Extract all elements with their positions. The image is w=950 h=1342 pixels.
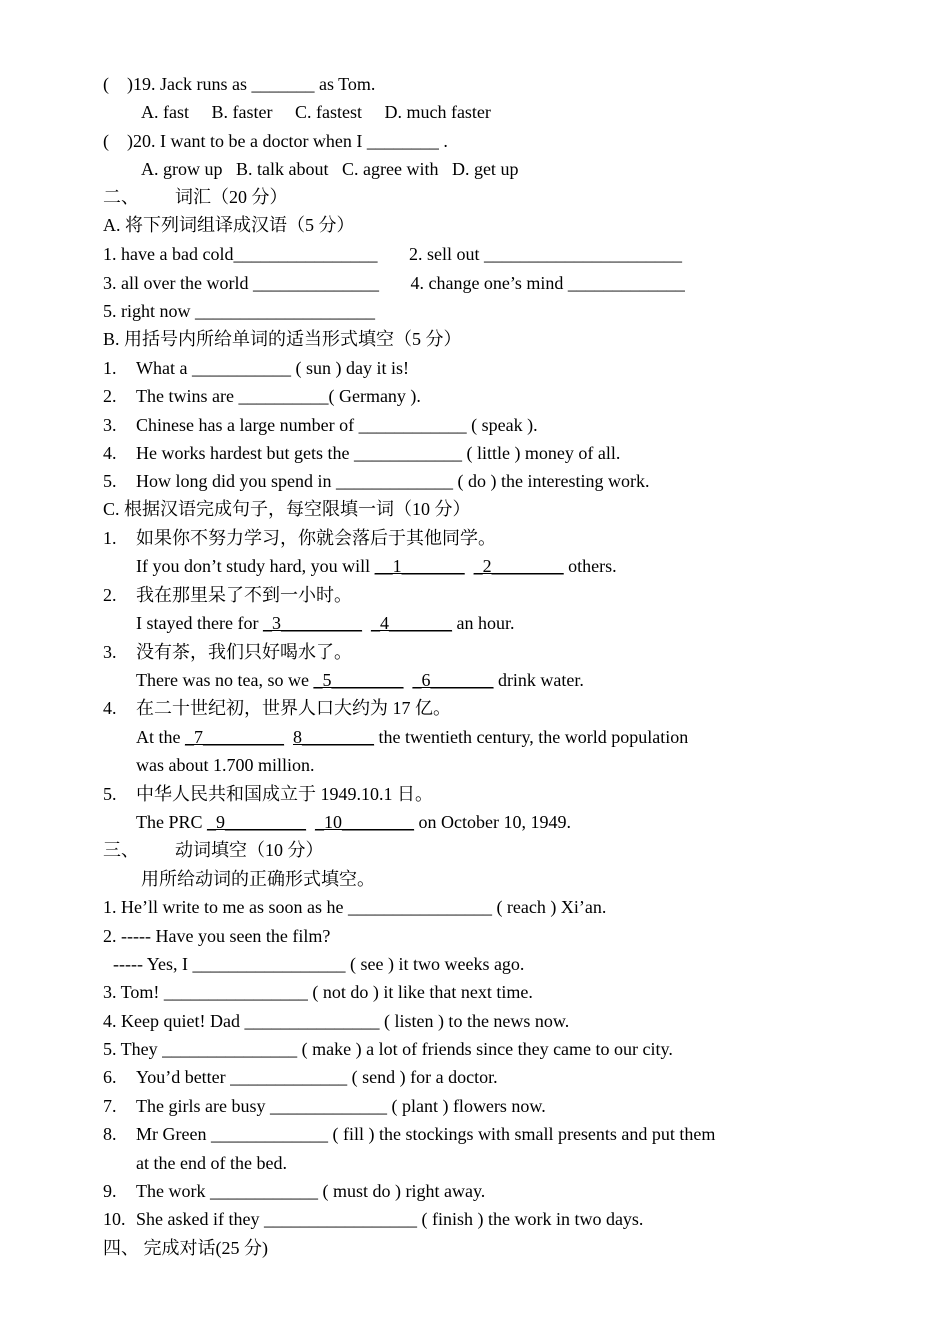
answer-blank[interactable]: _7_________	[185, 727, 284, 747]
part-c-english: There was no tea, so we _5________ _6_______ drink water.	[136, 670, 584, 690]
answer-blank[interactable]: _10________	[315, 812, 415, 832]
verb-item: 8. Mr Green _____________ ( fill ) the stockings with small presents and put them	[103, 1124, 716, 1144]
verb-item: ----- Yes, I _________________ ( see ) it two weeks ago.	[113, 954, 525, 974]
part-c-english-cont: was about 1.700 million.	[136, 755, 315, 775]
verb-item-cont: at the end of the bed.	[136, 1153, 287, 1173]
part-c-english: If you don’t study hard, you will __1_______ _2________ others.	[136, 556, 617, 576]
verb-item: 7. The girls are busy _____________ ( plant ) flowers now.	[103, 1096, 546, 1116]
part-a-row-2: 3. all over the world ______________ 4. change one’s mind _____________	[103, 273, 685, 293]
section-3-instruction: 用所给动词的正确形式填空。	[141, 869, 375, 889]
part-c-english: At the _7_________ 8________ the twentieth century, the world population	[136, 727, 689, 747]
question-20-options: A. grow up B. talk about C. agree with D. get up	[141, 159, 519, 179]
verb-item: 10. She asked if they _________________ ( finish ) the work in two days.	[103, 1209, 644, 1229]
section-3-heading: 三、 动词填空（10 分）	[103, 840, 324, 860]
part-c-chinese: 3. 没有茶，我们只好喝水了。	[103, 642, 352, 662]
answer-blank[interactable]: _5________	[313, 670, 404, 690]
part-b-item: 4. He works hardest but gets the ____________ ( little ) money of all.	[103, 443, 621, 463]
part-c-english: The PRC _9_________ _10________ on October 10, 1949.	[136, 812, 571, 832]
part-b-item: 1. What a ___________ ( sun ) day it is!	[103, 358, 409, 378]
question-19: ( )19. Jack runs as _______ as Tom.	[103, 74, 376, 94]
part-c-chinese: 1. 如果你不努力学习，你就会落后于其他同学。	[103, 528, 496, 548]
verb-item: 2. ----- Have you seen the film?	[103, 926, 331, 946]
part-b-heading: B. 用括号内所给单词的适当形式填空（5 分）	[103, 329, 462, 349]
question-19-options: A. fast B. faster C. fastest D. much faster	[141, 102, 491, 122]
answer-blank[interactable]: _4_______	[370, 613, 452, 633]
verb-item: 3. Tom! ________________ ( not do ) it like that next time.	[103, 982, 533, 1002]
part-b-item: 5. How long did you spend in _____________ ( do ) the interesting work.	[103, 471, 650, 491]
question-20: ( )20. I want to be a doctor when I ________ .	[103, 131, 448, 151]
part-c-chinese: 5. 中华人民共和国成立于 1949.10.1 日。	[103, 784, 433, 804]
answer-blank[interactable]: _2________	[473, 556, 564, 576]
part-c-chinese: 2. 我在那里呆了不到一小时。	[103, 585, 352, 605]
answer-blank[interactable]: _3_________	[262, 613, 362, 633]
verb-item: 9. The work ____________ ( must do ) right away.	[103, 1181, 486, 1201]
answer-blank[interactable]: 8________	[293, 727, 374, 747]
part-b-item: 2. The twins are __________( Germany ).	[103, 386, 421, 406]
verb-item: 1. He’ll write to me as soon as he ________________ ( reach ) Xi’an.	[103, 897, 607, 917]
part-a-row-1: 1. have a bad cold________________ 2. sell out ______________________	[103, 244, 682, 264]
verb-item: 5. They _______________ ( make ) a lot of friends since they came to our city.	[103, 1039, 673, 1059]
verb-item: 6. You’d better _____________ ( send ) for a doctor.	[103, 1067, 498, 1087]
answer-blank[interactable]: _6_______	[412, 670, 494, 690]
section-4-heading: 四、 完成对话(25 分)	[103, 1238, 268, 1258]
part-a-heading: A. 将下列词组译成汉语（5 分）	[103, 215, 355, 235]
part-c-heading: C. 根据汉语完成句子，每空限填一词（10 分）	[103, 499, 471, 519]
part-a-row-3: 5. right now ____________________	[103, 301, 375, 321]
section-2-heading: 二、 词汇（20 分）	[103, 187, 288, 207]
part-b-item: 3. Chinese has a large number of ____________ ( speak ).	[103, 415, 538, 435]
part-c-english: I stayed there for _3_________ _4_______ an hour.	[136, 613, 515, 633]
verb-item: 4. Keep quiet! Dad _______________ ( listen ) to the news now.	[103, 1011, 570, 1031]
answer-blank[interactable]: __1_______	[374, 556, 465, 576]
answer-blank[interactable]: _9_________	[207, 812, 307, 832]
part-c-chinese: 4. 在二十世纪初，世界人口大约为 17 亿。	[103, 698, 451, 718]
